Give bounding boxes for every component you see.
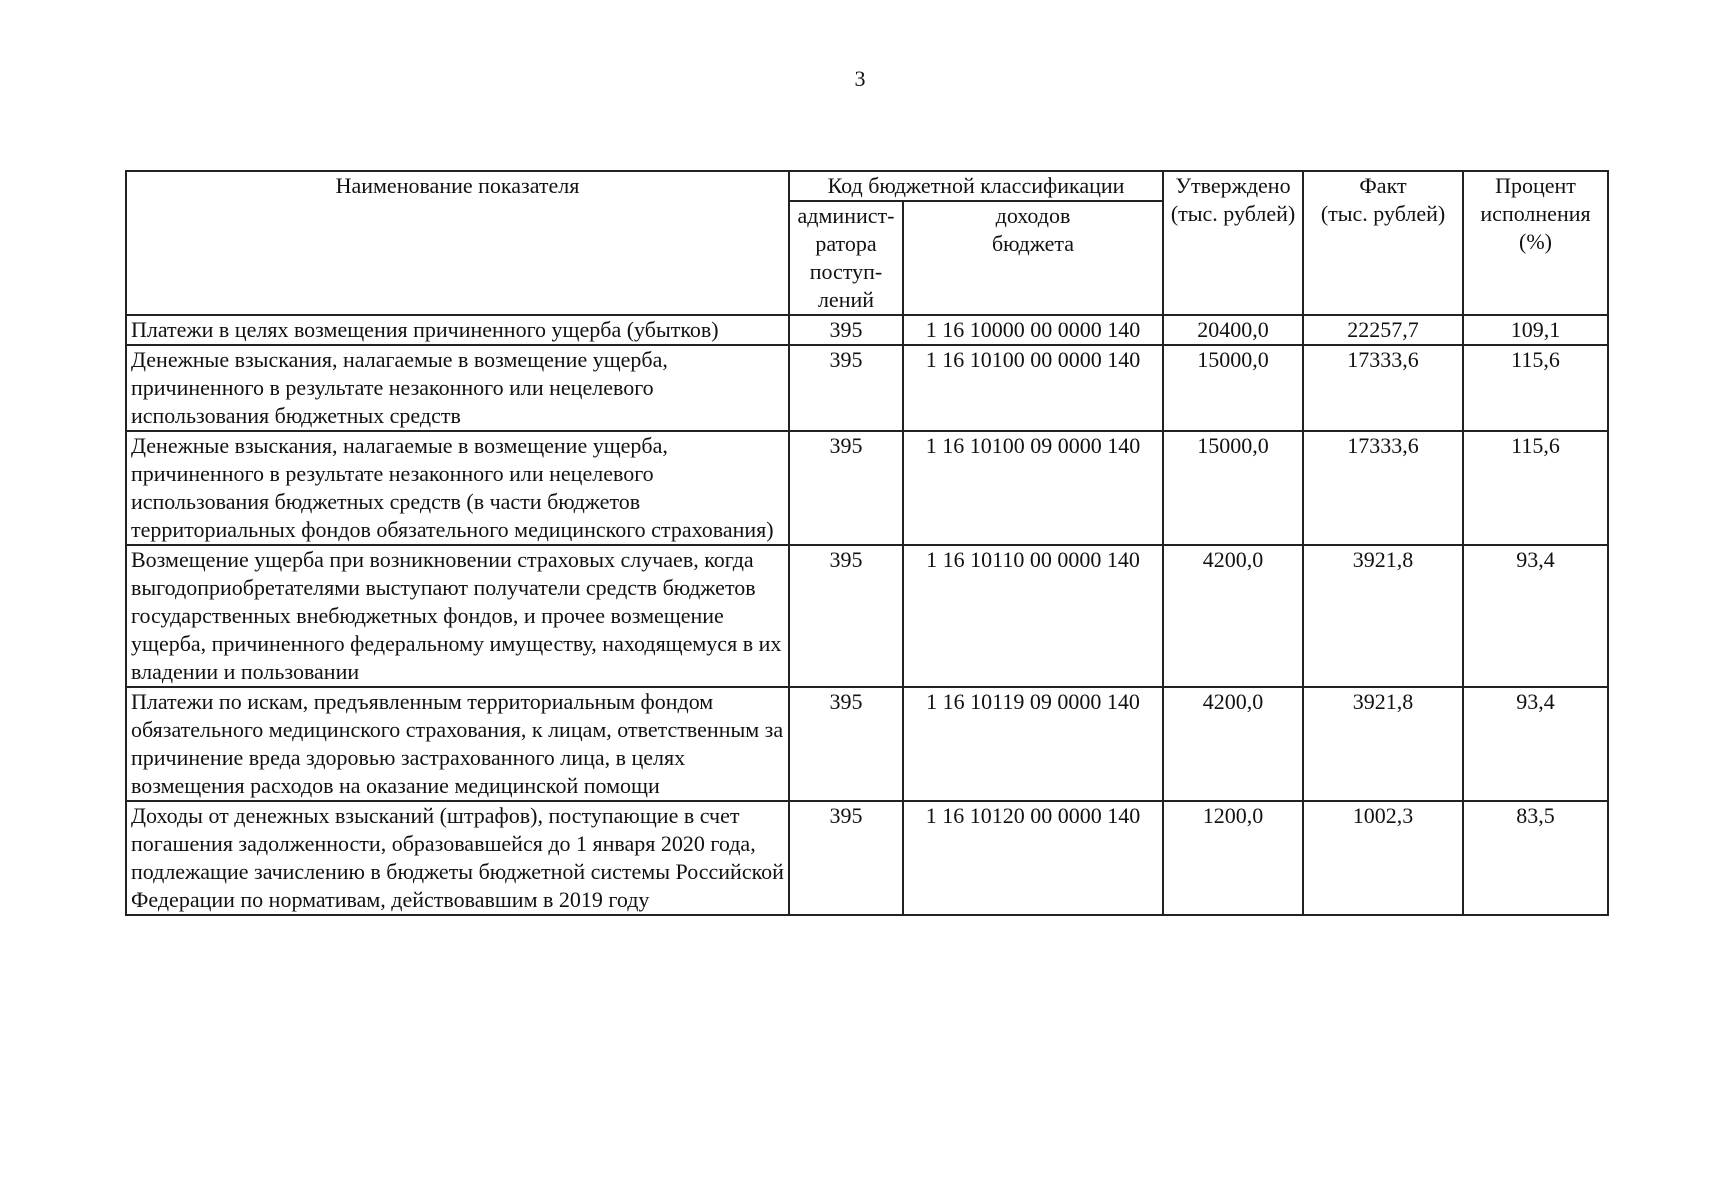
row-fact-cell: 22257,7 (1303, 315, 1463, 345)
row-approved-cell: 1200,0 (1163, 801, 1303, 915)
row-name-cell: Возмещение ущерба при возникновении страховых случаев, когда выгодоприобретателями выступают получатели средств бюджетов государственных внебюджетных фондов, и прочее возмещение ущерба, причиненного федеральному имуществу, находящемуся в их владении и пользовании (126, 545, 789, 687)
row-approved-cell: 4200,0 (1163, 545, 1303, 687)
row-budget-code-cell: 1 16 10110 00 0000 140 (903, 545, 1163, 687)
row-percent-cell: 115,6 (1463, 431, 1608, 545)
table-row (126, 315, 1608, 345)
row-name-cell: Доходы от денежных взысканий (штрафов), поступающие в счет погашения задолженности, образовавшейся до 1 января 2020 года, подлежащие зачислению в бюджеты бюджетной системы Российской Федерации по нормативам, действовавшим в 2019 году (126, 801, 789, 915)
table-row (126, 345, 1608, 431)
row-approved-cell: 15000,0 (1163, 345, 1303, 431)
row-percent-cell: 93,4 (1463, 687, 1608, 801)
row-fact-cell: 3921,8 (1303, 545, 1463, 687)
row-name-cell: Платежи в целях возмещения причиненного ущерба (убытков) (126, 315, 789, 345)
row-budget-code-cell: 1 16 10120 00 0000 140 (903, 801, 1163, 915)
budget-revenue-table (125, 170, 1609, 916)
header-percent: Процент исполнения (%) (1463, 171, 1608, 315)
row-budget-code-cell: 1 16 10119 09 0000 140 (903, 687, 1163, 801)
row-fact-cell: 3921,8 (1303, 687, 1463, 801)
table-row (126, 687, 1608, 801)
row-fact-cell: 17333,6 (1303, 431, 1463, 545)
row-budget-code-cell: 1 16 10100 00 0000 140 (903, 345, 1163, 431)
table-header-row (126, 171, 1608, 201)
table-row (126, 545, 1608, 687)
table-row (126, 801, 1608, 915)
row-name-cell: Платежи по искам, предъявленным территориальным фондом обязательного медицинского страхования, к лицам, ответственным за причинение вреда здоровью застрахованного лица, в целях возмещения расходов на оказание медицинской помощи (126, 687, 789, 801)
row-admin-code-cell: 395 (789, 431, 903, 545)
row-admin-code-cell: 395 (789, 545, 903, 687)
row-budget-code-cell: 1 16 10100 09 0000 140 (903, 431, 1163, 545)
header-income: доходов бюджета (903, 201, 1163, 315)
row-admin-code-cell: 395 (789, 687, 903, 801)
row-percent-cell: 93,4 (1463, 545, 1608, 687)
page-number: 3 (854, 66, 866, 91)
row-name-cell: Денежные взыскания, налагаемые в возмещение ущерба, причиненного в результате незаконного или нецелевого использования бюджетных средств (126, 345, 789, 431)
header-admin: админист- ратора поступ- лений (789, 201, 903, 315)
row-approved-cell: 4200,0 (1163, 687, 1303, 801)
row-admin-code-cell: 395 (789, 345, 903, 431)
row-admin-code-cell: 395 (789, 801, 903, 915)
header-fact: Факт (тыс. рублей) (1303, 171, 1463, 315)
table-body (126, 315, 1608, 915)
row-admin-code-cell: 395 (789, 315, 903, 345)
header-approved: Утверждено (тыс. рублей) (1163, 171, 1303, 315)
row-percent-cell: 83,5 (1463, 801, 1608, 915)
row-fact-cell: 17333,6 (1303, 345, 1463, 431)
row-name-cell: Денежные взыскания, налагаемые в возмещение ущерба, причиненного в результате незаконного или нецелевого использования бюджетных средств (в части бюджетов территориальных фондов обязательного медицинского страхования) (126, 431, 789, 545)
row-percent-cell: 115,6 (1463, 345, 1608, 431)
header-name: Наименование показателя (126, 171, 789, 315)
header-code-group: Код бюджетной классификации (789, 171, 1163, 201)
row-approved-cell: 20400,0 (1163, 315, 1303, 345)
table-row (126, 431, 1608, 545)
row-budget-code-cell: 1 16 10000 00 0000 140 (903, 315, 1163, 345)
row-approved-cell: 15000,0 (1163, 431, 1303, 545)
row-fact-cell: 1002,3 (1303, 801, 1463, 915)
row-percent-cell: 109,1 (1463, 315, 1608, 345)
